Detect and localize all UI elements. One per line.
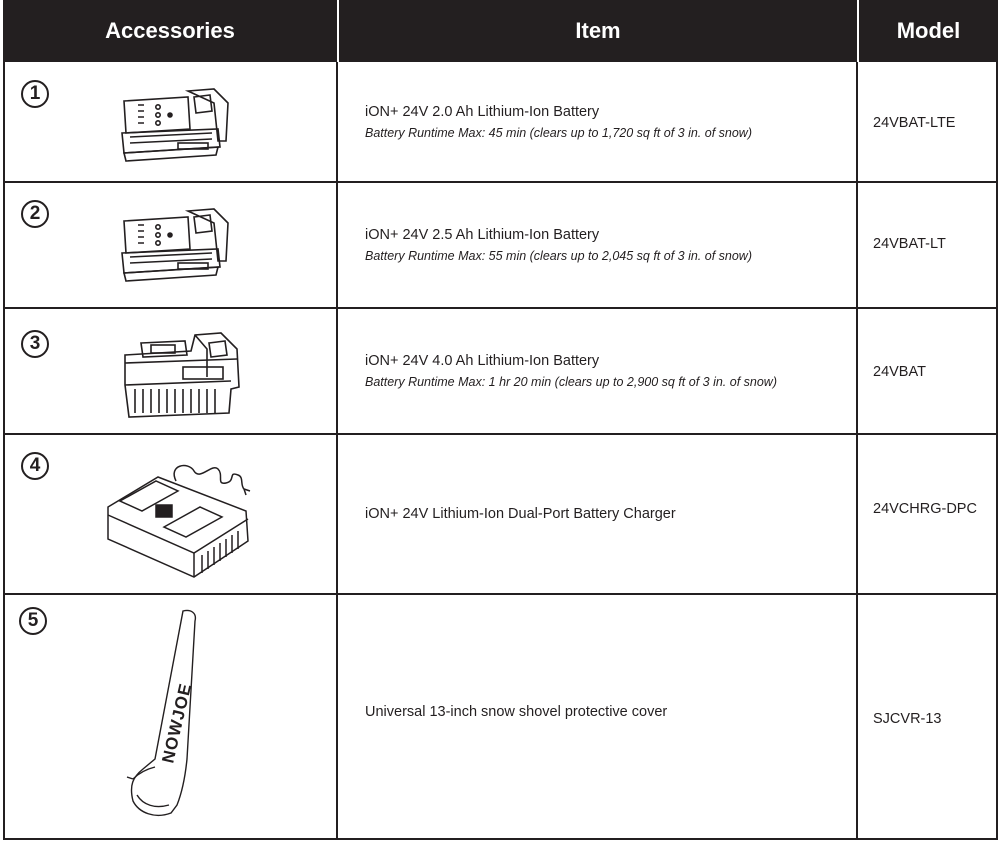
item-title: iON+ 24V 2.0 Ah Lithium-Ion Battery — [365, 104, 600, 120]
model-number: 24VBAT-LTE — [873, 115, 956, 131]
item-cell — [365, 63, 752, 181]
item-title: Universal 13-inch snow shovel protective cover — [365, 703, 668, 720]
table-row — [3, 309, 998, 433]
table-row — [3, 63, 998, 181]
table-row — [3, 435, 998, 593]
header-item: Item — [575, 18, 621, 43]
model-number: 24VBAT — [873, 364, 926, 380]
shovel-cover-icon — [125, 609, 215, 827]
item-number-badge: 4 — [21, 452, 49, 480]
item-title: iON+ 24V 2.5 Ah Lithium-Ion Battery — [365, 227, 600, 243]
header-model: Model — [896, 18, 961, 43]
item-number-badge: 1 — [21, 80, 49, 108]
table-row — [3, 183, 998, 307]
item-runtime: Battery Runtime Max: 1 hr 20 min (clears up to 2,900 sq ft of 3 in. of snow) — [365, 375, 777, 389]
dual-port-charger-icon — [98, 445, 258, 583]
item-cell — [365, 183, 752, 307]
item-title: iON+ 24V Lithium-Ion Dual-Port Battery Charger — [365, 506, 676, 522]
item-runtime: Battery Runtime Max: 45 min (clears up to 1,720 sq ft of 3 in. of snow) — [365, 126, 752, 140]
item-cell — [365, 595, 667, 828]
table-row — [3, 595, 998, 838]
battery-2ah-icon — [118, 85, 238, 165]
item-title: iON+ 24V 4.0 Ah Lithium-Ion Battery — [365, 353, 600, 369]
model-number: 24VBAT-LT — [873, 236, 946, 252]
item-runtime: Battery Runtime Max: 55 min (clears up to 2,045 sq ft of 3 in. of snow) — [365, 249, 752, 263]
item-number-badge: 5 — [19, 607, 47, 635]
header-accessories: Accessories — [105, 18, 235, 43]
item-number-badge: 2 — [21, 200, 49, 228]
cover-brand-label: NOWJOE — [158, 681, 196, 765]
battery-4ah-icon — [111, 325, 246, 421]
table-border-bottom — [3, 838, 998, 840]
item-number-badge: 3 — [21, 330, 49, 358]
item-cell — [365, 309, 777, 433]
model-number: SJCVR-13 — [873, 711, 942, 727]
table-header — [3, 0, 998, 62]
model-number: 24VCHRG-DPC — [873, 501, 977, 517]
item-cell — [365, 435, 676, 593]
battery-2-5ah-icon — [118, 205, 238, 285]
